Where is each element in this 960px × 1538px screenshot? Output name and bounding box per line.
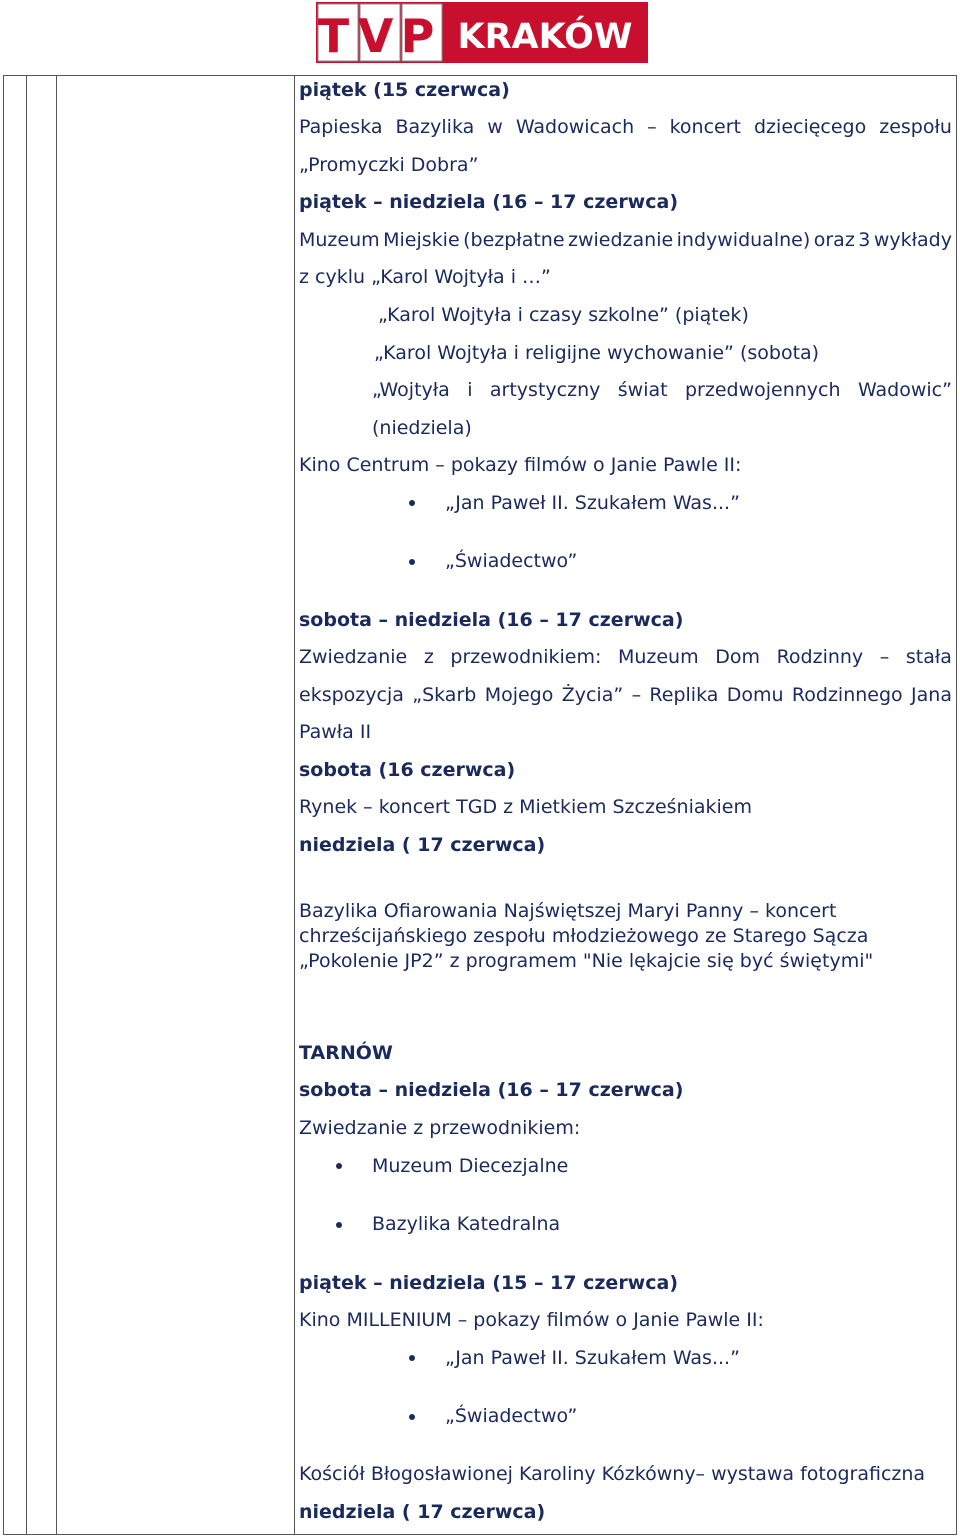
place-item: Muzeum Diecezjalne (372, 1155, 569, 1177)
event-line: ekspozycja „Skarb Mojego Życia” – Replika Domu Rodzinnego Jana (299, 684, 952, 706)
bullet-icon (409, 500, 415, 506)
event-paragraph: Bazylika Ofiarowania Najświętszej Maryi Panny – koncert chrześcijańskiego zespołu młodzieżowego ze Starego Sącza „Pokolenie JP2” z programem "Nie lękajcie się być świętymi" (299, 900, 874, 972)
event-line: z cyklu „Karol Wojtyła i …” (299, 266, 551, 288)
event-line: Zwiedzanie z przewodnikiem: (299, 1117, 581, 1139)
event-line: Kino Centrum – pokazy filmów o Janie Pawle II: (299, 454, 742, 476)
bullet-icon (409, 1355, 415, 1361)
table-divider (56, 76, 57, 1534)
logo-tvp-text: TVP (317, 9, 444, 63)
bullet-icon (336, 1222, 342, 1228)
date-heading: piątek (15 czerwca) (299, 79, 510, 101)
film-item: „Świadectwo” (445, 550, 578, 572)
bullet-icon (336, 1163, 342, 1169)
lecture-item: „Karol Wojtyła i religijne wychowanie” (sobota) (374, 342, 820, 364)
film-item: „Jan Paweł II. Szukałem Was...” (445, 1347, 740, 1369)
date-heading: piątek – niedziela (16 – 17 czerwca) (299, 191, 679, 213)
date-heading: niedziela ( 17 czerwca) (299, 1501, 546, 1523)
date-heading: sobota – niedziela (16 – 17 czerwca) (299, 1079, 684, 1101)
date-heading: sobota (16 czerwca) (299, 759, 516, 781)
table-divider (294, 76, 295, 1534)
city-heading: TARNÓW (299, 1042, 393, 1064)
event-line: Kino MILLENIUM – pokazy filmów o Janie Pawle II: (299, 1309, 764, 1331)
event-line: Zwiedzanie z przewodnikiem: Muzeum Dom Rodzinny – stała (299, 646, 952, 668)
lecture-item: „Karol Wojtyła i czasy szkolne” (piątek) (378, 304, 749, 326)
event-line: Kościół Błogosławionej Karoliny Kózkówny– wystawa fotograficzna (299, 1463, 926, 1485)
bullet-icon (409, 559, 415, 565)
lecture-item: „Wojtyła i artystyczny świat przedwojennych Wadowic” (372, 379, 952, 401)
event-line: „Promyczki Dobra” (299, 154, 479, 176)
event-line: Pawła II (299, 721, 372, 743)
tvp-krakow-logo (316, 2, 648, 63)
date-heading: piątek – niedziela (15 – 17 czerwca) (299, 1272, 679, 1294)
table-divider (26, 76, 27, 1534)
event-line: Muzeum Miejskie (bezpłatne zwiedzanie indywidualne) oraz 3 wykłady (299, 229, 952, 251)
bullet-icon (409, 1414, 415, 1420)
logo-city-text: KRAKÓW (457, 17, 633, 57)
film-item: „Świadectwo” (445, 1405, 578, 1427)
date-heading: sobota – niedziela (16 – 17 czerwca) (299, 609, 684, 631)
lecture-item: (niedziela) (372, 417, 472, 439)
event-line: Papieska Bazylika w Wadowicach – koncert dziecięcego zespołu (299, 116, 952, 138)
place-item: Bazylika Katedralna (372, 1213, 561, 1235)
event-line: Rynek – koncert TGD z Mietkiem Szcześniakiem (299, 796, 752, 818)
film-item: „Jan Paweł II. Szukałem Was...” (445, 492, 740, 514)
date-heading: niedziela ( 17 czerwca) (299, 834, 546, 856)
